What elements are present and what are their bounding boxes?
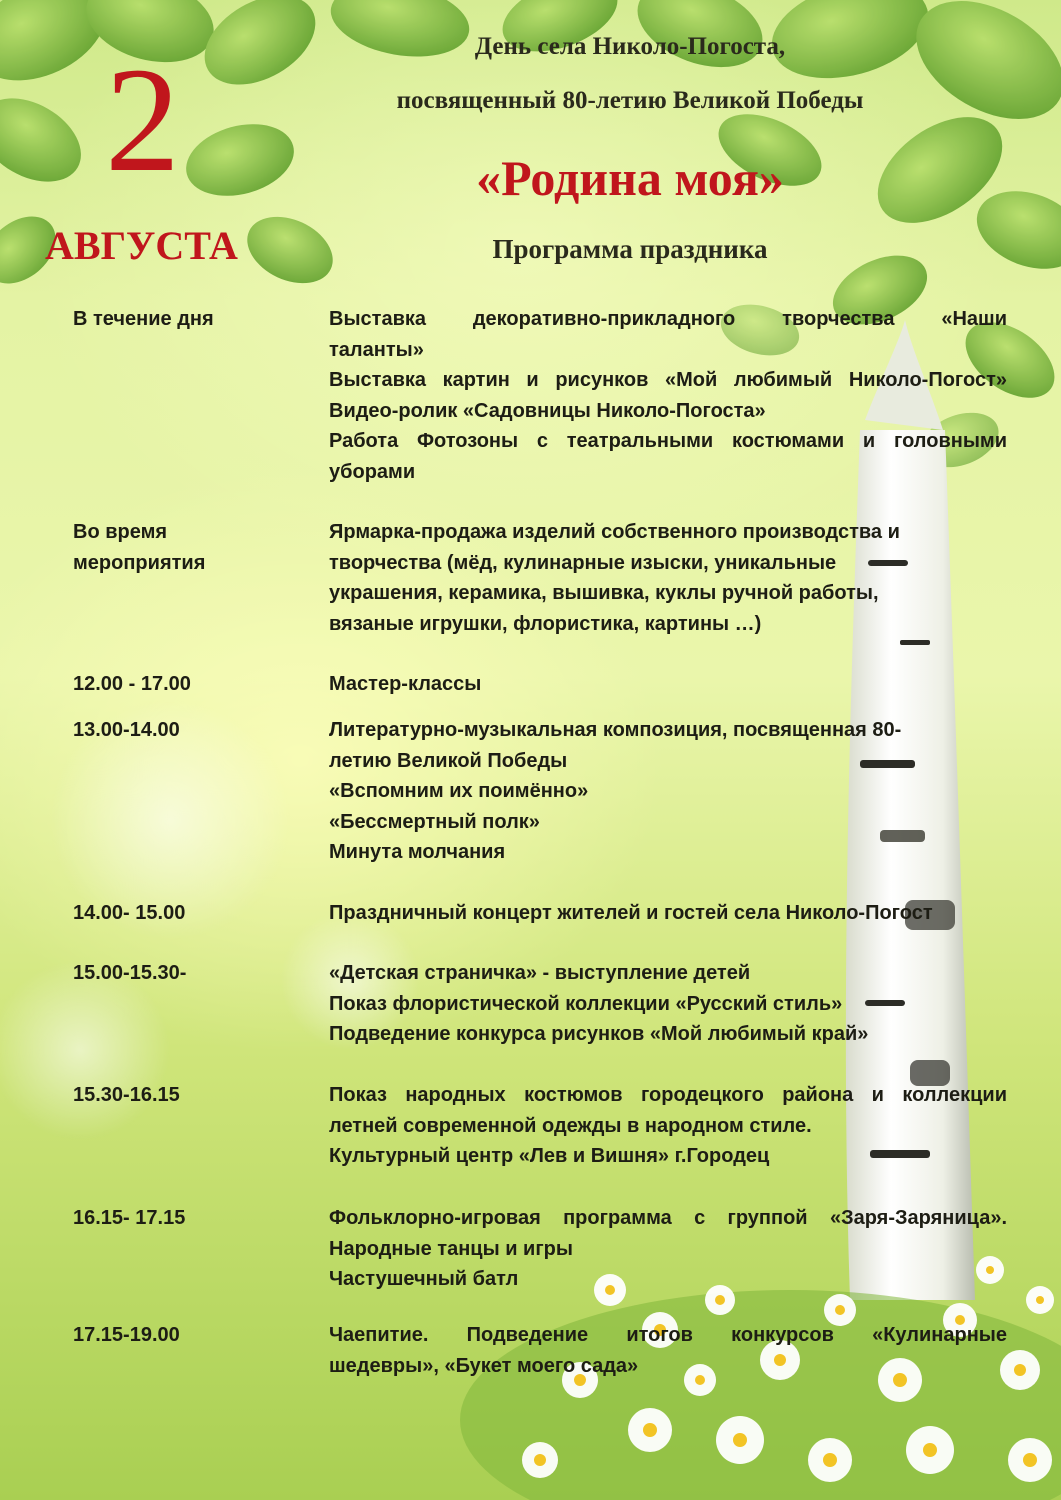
schedule-description	[329, 1203, 1007, 1295]
schedule-description	[329, 958, 1007, 1050]
schedule-line: Чаепитие. Подведение итогов конкурсов «Кулинарные	[329, 1324, 1007, 1346]
schedule-time: 13.00-14.00	[73, 719, 180, 741]
schedule-description	[329, 715, 1007, 868]
date-day: 2	[105, 37, 180, 203]
schedule-line: Частушечный батл	[329, 1268, 519, 1290]
schedule-time: 16.15- 17.15	[73, 1207, 186, 1229]
schedule-line: Минута молчания	[329, 841, 506, 863]
schedule-time: 12.00 - 17.00	[73, 673, 191, 695]
schedule-line: Фольклорно-игровая программа с группой «Заря-Заряница».	[329, 1207, 1007, 1229]
schedule-line: шедевры», «Букет моего сада»	[329, 1354, 639, 1377]
schedule-line: украшения, керамика, вышивка, куклы ручной работы,	[329, 582, 879, 604]
schedule-time: 14.00- 15.00	[73, 902, 186, 924]
schedule-time: 15.30-16.15	[73, 1084, 180, 1106]
schedule-time: В течение дня	[73, 308, 214, 330]
date-month: АВГУСТА	[45, 223, 238, 268]
header-line-2: посвященный 80-летию Великой Победы	[396, 87, 864, 114]
schedule-description	[329, 669, 1007, 700]
event-name: «Родина моя»	[476, 150, 784, 206]
schedule-line: Мастер-классы	[329, 673, 482, 695]
schedule-line: Показ народных костюмов городецкого района и коллекции	[329, 1084, 1007, 1106]
schedule-description	[329, 304, 1007, 487]
schedule-line: вязаные игрушки, флористика, картины …)	[329, 612, 762, 635]
schedule-line: Народные танцы и игры	[329, 1237, 573, 1260]
program-title: Программа праздника	[492, 234, 768, 264]
schedule-line: Показ флористической коллекции «Русский стиль»	[329, 992, 843, 1015]
schedule-line: Подведение конкурса рисунков «Мой любимый край»	[329, 1023, 869, 1045]
schedule-line: Ярмарка-продажа изделий собственного производства и	[329, 521, 900, 543]
schedule-line: Выставка декоративно-прикладного творчества «Наши	[329, 308, 1007, 330]
schedule-line: уборами	[329, 460, 416, 483]
schedule-line: Праздничный концерт жителей и гостей села Николо-Погост	[329, 902, 933, 924]
schedule-line: Работа Фотозоны с театральными костюмами и головными	[329, 430, 1007, 452]
schedule-line: творчества (мёд, кулинарные изыски, уникальные	[329, 551, 837, 574]
schedule-line: Выставка картин и рисунков «Мой любимый Николо-Погост»	[329, 369, 1007, 391]
schedule-line: летию Великой Победы	[329, 749, 568, 772]
header-line-1: День села Николо-Погоста,	[474, 33, 786, 60]
schedule-line: «Бессмертный полк»	[329, 810, 540, 833]
schedule-description	[329, 517, 1007, 639]
schedule-time: 15.00-15.30-	[73, 962, 187, 984]
schedule-line: летней современной одежды в народном стиле.	[329, 1114, 812, 1137]
schedule-line: Литературно-музыкальная композиция, посвященная 80-	[329, 719, 902, 741]
schedule-line: Видео-ролик «Садовницы Николо-Погоста»	[329, 399, 766, 422]
schedule-line: «Вспомним их поимённо»	[329, 780, 589, 802]
schedule-time: Во время мероприятия	[73, 521, 206, 574]
schedule-line: Культурный центр «Лев и Вишня» г.Городец	[329, 1145, 770, 1167]
schedule-time: 17.15-19.00	[73, 1324, 180, 1346]
schedule-description	[329, 1080, 1007, 1172]
schedule-description	[329, 1320, 1007, 1381]
schedule-line: таланты»	[329, 338, 424, 361]
schedule-description	[329, 898, 1007, 929]
schedule-line: «Детская страничка» - выступление детей	[329, 962, 751, 984]
